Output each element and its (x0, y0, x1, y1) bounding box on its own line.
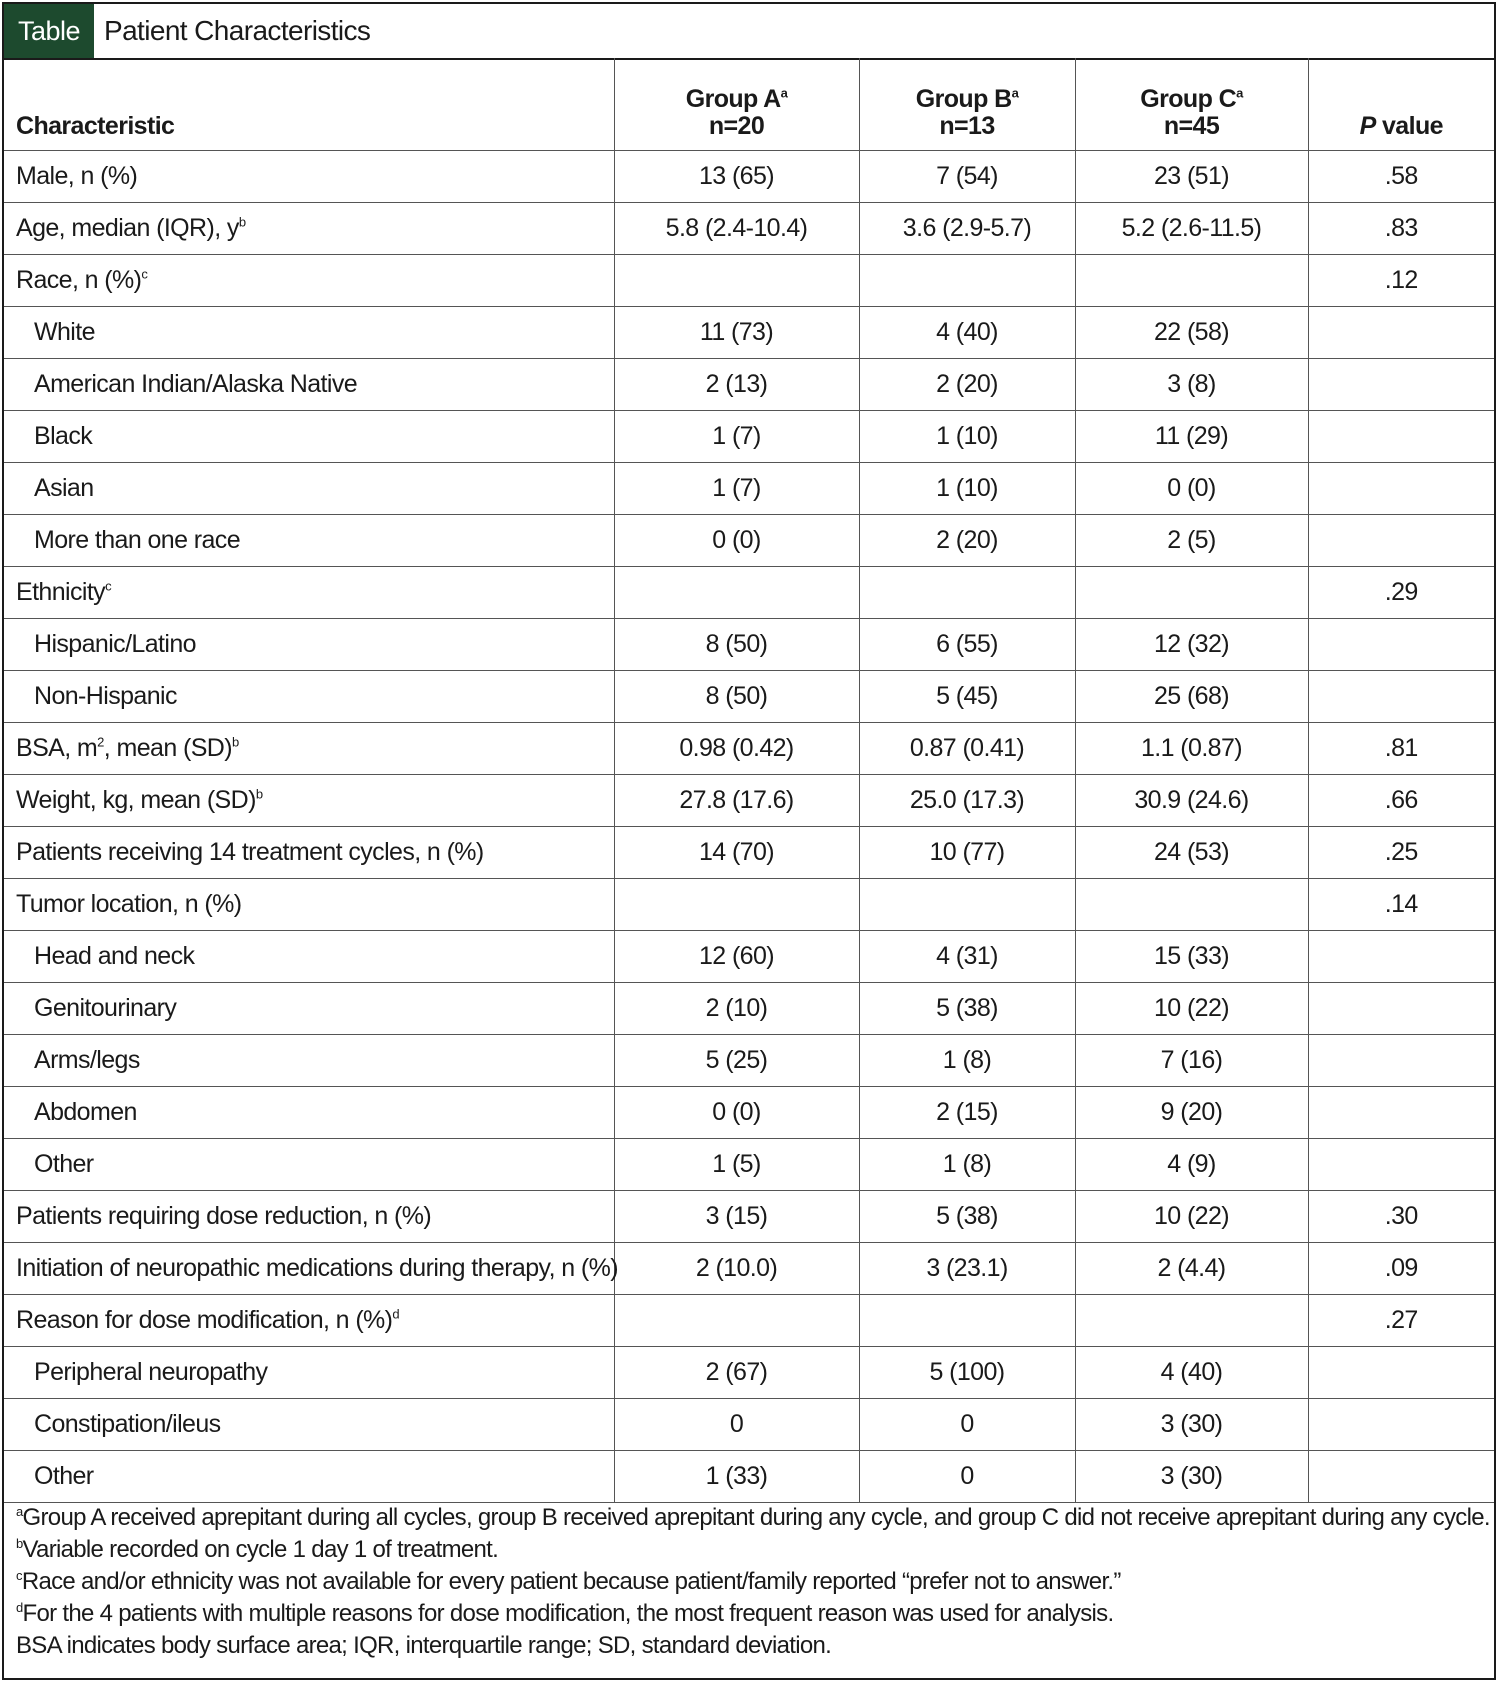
row-label (4, 1087, 614, 1139)
table-row (4, 619, 1494, 671)
row-label-text: White (34, 318, 95, 346)
table-row (4, 307, 1494, 359)
table-tag: Table (4, 4, 94, 58)
row-label-text: BSA, m (16, 734, 98, 762)
p-value: .30 (1308, 1191, 1494, 1243)
group-b-value: 5 (38) (859, 983, 1075, 1035)
p-value: .14 (1308, 879, 1494, 931)
table-row (4, 1399, 1494, 1451)
row-label-superscript: 2 (97, 734, 104, 750)
group-c-value (1075, 1295, 1308, 1347)
row-label-text: Genitourinary (34, 994, 177, 1022)
group-a-value: 2 (10.0) (614, 1243, 859, 1295)
row-label-text: Patients requiring dose reduction, n (%) (16, 1202, 432, 1230)
group-b-value: 5 (38) (859, 1191, 1075, 1243)
group-a-value: 13 (65) (614, 151, 859, 203)
group-a-value: 1 (7) (614, 463, 859, 515)
group-c-value: 12 (32) (1075, 619, 1308, 671)
group-c-value: 10 (22) (1075, 983, 1308, 1035)
group-a-value: 2 (13) (614, 359, 859, 411)
row-label-text: Ethnicity (16, 578, 106, 606)
p-value: .12 (1308, 255, 1494, 307)
footnote-text: For the 4 patients with multiple reasons for dose modification, the most frequent reason was used for analysis. (22, 1600, 1114, 1627)
row-label-text: Patients receiving 14 treatment cycles, n (%) (16, 838, 484, 866)
group-b-value (859, 1295, 1075, 1347)
group-b-value: 1 (8) (859, 1035, 1075, 1087)
group-a-value: 2 (67) (614, 1347, 859, 1399)
group-b-value: 0 (859, 1399, 1075, 1451)
group-b-n: n=13 (939, 112, 995, 140)
row-label (4, 307, 614, 359)
row-label (4, 1035, 614, 1087)
p-value (1308, 359, 1494, 411)
table-row (4, 411, 1494, 463)
group-a-value (614, 879, 859, 931)
group-b-name: Group B (915, 85, 1012, 113)
footnote-text: Group A received aprepitant during all cycles, group B received aprepitant during any cycle, and group C did not receive aprepitant during any cycle. (22, 1504, 1490, 1531)
row-label (4, 255, 614, 307)
title-bar (4, 4, 1494, 60)
group-c-value: 11 (29) (1075, 411, 1308, 463)
footnote-text: BSA indicates body surface area; IQR, interquartile range; SD, standard deviation. (16, 1632, 832, 1659)
table-row (4, 463, 1494, 515)
row-label (4, 567, 614, 619)
row-footnote-marker: c (105, 578, 111, 594)
row-footnote-marker: b (231, 734, 239, 750)
table-row (4, 1243, 1494, 1295)
p-value (1308, 1087, 1494, 1139)
group-b-value: 3 (23.1) (859, 1243, 1075, 1295)
group-c-value: 0 (0) (1075, 463, 1308, 515)
group-a-value: 5 (25) (614, 1035, 859, 1087)
group-a-value: 1 (5) (614, 1139, 859, 1191)
group-b-value: 1 (8) (859, 1139, 1075, 1191)
row-label (4, 931, 614, 983)
group-c-value: 7 (16) (1075, 1035, 1308, 1087)
row-label (4, 1191, 614, 1243)
p-value (1308, 1347, 1494, 1399)
p-label-italic: P (1359, 112, 1376, 140)
group-c-value: 9 (20) (1075, 1087, 1308, 1139)
table-row (4, 1139, 1494, 1191)
p-value (1308, 1139, 1494, 1191)
group-a-value: 8 (50) (614, 619, 859, 671)
row-label-text: Age, median (IQR), y (16, 214, 239, 242)
footnote (16, 1598, 1494, 1630)
table-frame (2, 2, 1496, 1680)
row-label (4, 1451, 614, 1503)
row-label-tail: , mean (SD) (103, 734, 232, 762)
group-a-value: 27.8 (17.6) (614, 775, 859, 827)
row-label-text: Male, n (%) (16, 162, 138, 190)
group-c-value: 3 (30) (1075, 1451, 1308, 1503)
group-a-value: 1 (33) (614, 1451, 859, 1503)
group-a-value: 0 (614, 1399, 859, 1451)
group-b-value: 5 (45) (859, 671, 1075, 723)
group-c-value: 2 (4.4) (1075, 1243, 1308, 1295)
p-value: .58 (1308, 151, 1494, 203)
table-row (4, 203, 1494, 255)
footnote-text: Variable recorded on cycle 1 day 1 of treatment. (22, 1536, 499, 1563)
group-b-value: 10 (77) (859, 827, 1075, 879)
table-row (4, 1295, 1494, 1347)
footnote (16, 1630, 1494, 1662)
group-a-value: 12 (60) (614, 931, 859, 983)
group-a-value: 11 (73) (614, 307, 859, 359)
group-c-name: Group C (1140, 85, 1237, 113)
group-c-value: 5.2 (2.6-11.5) (1075, 203, 1308, 255)
table-body (4, 151, 1494, 1503)
group-c-value: 23 (51) (1075, 151, 1308, 203)
row-label-text: Abdomen (34, 1098, 137, 1126)
row-footnote-marker: c (141, 266, 148, 282)
p-value: .25 (1308, 827, 1494, 879)
group-b-sup: a (1011, 85, 1019, 101)
header-group-b (859, 58, 1075, 151)
p-value (1308, 307, 1494, 359)
group-c-value (1075, 567, 1308, 619)
row-label (4, 1139, 614, 1191)
row-label-text: More than one race (34, 526, 240, 554)
group-c-value: 1.1 (0.87) (1075, 723, 1308, 775)
table-row (4, 827, 1494, 879)
row-label-text: Hispanic/Latino (34, 630, 196, 658)
row-footnote-marker: d (392, 1306, 400, 1322)
p-value (1308, 931, 1494, 983)
group-a-value: 3 (15) (614, 1191, 859, 1243)
p-value (1308, 619, 1494, 671)
group-c-value: 3 (8) (1075, 359, 1308, 411)
group-b-value: 6 (55) (859, 619, 1075, 671)
row-label-text: Head and neck (34, 942, 195, 970)
table-row (4, 775, 1494, 827)
row-label (4, 515, 614, 567)
table-title: Patient Characteristics (104, 15, 371, 46)
header-row (4, 58, 1494, 151)
group-b-value (859, 567, 1075, 619)
row-label-text: Asian (34, 474, 94, 502)
footnote-marker: b (16, 1536, 23, 1551)
row-label (4, 879, 614, 931)
table-row (4, 1451, 1494, 1503)
group-a-value: 1 (7) (614, 411, 859, 463)
group-b-value: 4 (40) (859, 307, 1075, 359)
table-row (4, 515, 1494, 567)
header-group-c (1075, 58, 1308, 151)
footnote-marker: d (16, 1600, 23, 1615)
group-c-value: 10 (22) (1075, 1191, 1308, 1243)
row-label-text: Black (34, 422, 93, 450)
row-label-text: Weight, kg, mean (SD) (16, 786, 256, 814)
group-b-value: 25.0 (17.3) (859, 775, 1075, 827)
p-value: .83 (1308, 203, 1494, 255)
group-a-n: n=20 (708, 112, 765, 140)
group-c-value (1075, 879, 1308, 931)
p-value (1308, 983, 1494, 1035)
table-row (4, 931, 1494, 983)
group-b-value (859, 255, 1075, 307)
row-label (4, 463, 614, 515)
group-c-value: 30.9 (24.6) (1075, 775, 1308, 827)
group-b-value (859, 879, 1075, 931)
row-label (4, 151, 614, 203)
row-label (4, 411, 614, 463)
group-b-value: 2 (20) (859, 515, 1075, 567)
p-value (1308, 671, 1494, 723)
p-value (1308, 1399, 1494, 1451)
row-label (4, 775, 614, 827)
group-b-value: 4 (31) (859, 931, 1075, 983)
row-label (4, 983, 614, 1035)
p-value (1308, 463, 1494, 515)
footnote (16, 1566, 1494, 1598)
group-c-value: 25 (68) (1075, 671, 1308, 723)
group-b-value: 2 (15) (859, 1087, 1075, 1139)
group-c-value: 4 (40) (1075, 1347, 1308, 1399)
row-label-text: Tumor location, n (%) (16, 890, 242, 918)
footnote (16, 1502, 1494, 1534)
row-label-text: Initiation of neuropathic medications during therapy, n (%) (16, 1254, 618, 1282)
group-b-value: 1 (10) (859, 411, 1075, 463)
header-group-a (614, 58, 859, 151)
p-value: .66 (1308, 775, 1494, 827)
group-a-sup: a (780, 85, 788, 101)
group-a-value: 8 (50) (614, 671, 859, 723)
p-value: .27 (1308, 1295, 1494, 1347)
row-label (4, 1399, 614, 1451)
table-row (4, 1347, 1494, 1399)
row-label (4, 1295, 614, 1347)
group-a-name: Group A (685, 85, 781, 113)
row-footnote-marker: b (255, 786, 263, 802)
row-label (4, 203, 614, 255)
group-a-value (614, 255, 859, 307)
header-characteristic: Characteristic (4, 58, 614, 151)
group-b-value: 7 (54) (859, 151, 1075, 203)
header-p-value (1308, 58, 1494, 151)
footnote-text: Race and/or ethnicity was not available for every patient because patient/family reported “prefer not to answer.” (21, 1568, 1121, 1595)
group-b-value: 3.6 (2.9-5.7) (859, 203, 1075, 255)
table-row (4, 1087, 1494, 1139)
group-a-value: 0 (0) (614, 515, 859, 567)
table-row (4, 1191, 1494, 1243)
table-row (4, 255, 1494, 307)
footnote-marker: c (16, 1568, 22, 1583)
group-c-value: 22 (58) (1075, 307, 1308, 359)
p-label-rest: value (1375, 112, 1443, 140)
footnote (16, 1534, 1494, 1566)
group-b-value: 0 (859, 1451, 1075, 1503)
row-label-text: American Indian/Alaska Native (34, 370, 358, 398)
row-label (4, 1347, 614, 1399)
group-a-value: 14 (70) (614, 827, 859, 879)
group-a-value (614, 1295, 859, 1347)
p-value (1308, 515, 1494, 567)
row-label (4, 359, 614, 411)
p-value (1308, 411, 1494, 463)
row-footnote-marker: b (238, 214, 246, 230)
group-c-value: 2 (5) (1075, 515, 1308, 567)
row-label-text: Other (34, 1462, 94, 1490)
footnote-marker: a (16, 1504, 23, 1519)
p-value: .81 (1308, 723, 1494, 775)
row-label-text: Reason for dose modification, n (%) (16, 1306, 393, 1334)
group-c-n: n=45 (1163, 112, 1220, 140)
group-c-value: 3 (30) (1075, 1399, 1308, 1451)
group-a-value: 0 (0) (614, 1087, 859, 1139)
table-row (4, 879, 1494, 931)
group-b-value: 0.87 (0.41) (859, 723, 1075, 775)
footnotes (4, 1502, 1494, 1662)
row-label-text: Constipation/ileus (34, 1410, 221, 1438)
group-a-value: 0.98 (0.42) (614, 723, 859, 775)
group-a-value (614, 567, 859, 619)
p-value: .29 (1308, 567, 1494, 619)
table-row (4, 151, 1494, 203)
patient-characteristics-table (4, 58, 1494, 1503)
group-c-value: 15 (33) (1075, 931, 1308, 983)
table-row (4, 723, 1494, 775)
group-c-sup: a (1236, 85, 1243, 101)
p-value (1308, 1035, 1494, 1087)
row-label-text: Other (34, 1150, 94, 1178)
row-label (4, 723, 614, 775)
row-label-text: Race, n (%) (16, 266, 142, 294)
row-label (4, 619, 614, 671)
group-b-value: 2 (20) (859, 359, 1075, 411)
group-b-value: 1 (10) (859, 463, 1075, 515)
p-value (1308, 1451, 1494, 1503)
table-row (4, 983, 1494, 1035)
row-label-text: Peripheral neuropathy (34, 1358, 268, 1386)
table-row (4, 671, 1494, 723)
group-c-value: 4 (9) (1075, 1139, 1308, 1191)
group-c-value: 24 (53) (1075, 827, 1308, 879)
table-row (4, 359, 1494, 411)
group-a-value: 2 (10) (614, 983, 859, 1035)
row-label (4, 827, 614, 879)
group-a-value: 5.8 (2.4-10.4) (614, 203, 859, 255)
table-row (4, 1035, 1494, 1087)
p-value: .09 (1308, 1243, 1494, 1295)
group-c-value (1075, 255, 1308, 307)
row-label (4, 671, 614, 723)
row-label-text: Arms/legs (34, 1046, 140, 1074)
row-label-text: Non-Hispanic (34, 682, 177, 710)
table-row (4, 567, 1494, 619)
group-b-value: 5 (100) (859, 1347, 1075, 1399)
row-label (4, 1243, 618, 1295)
